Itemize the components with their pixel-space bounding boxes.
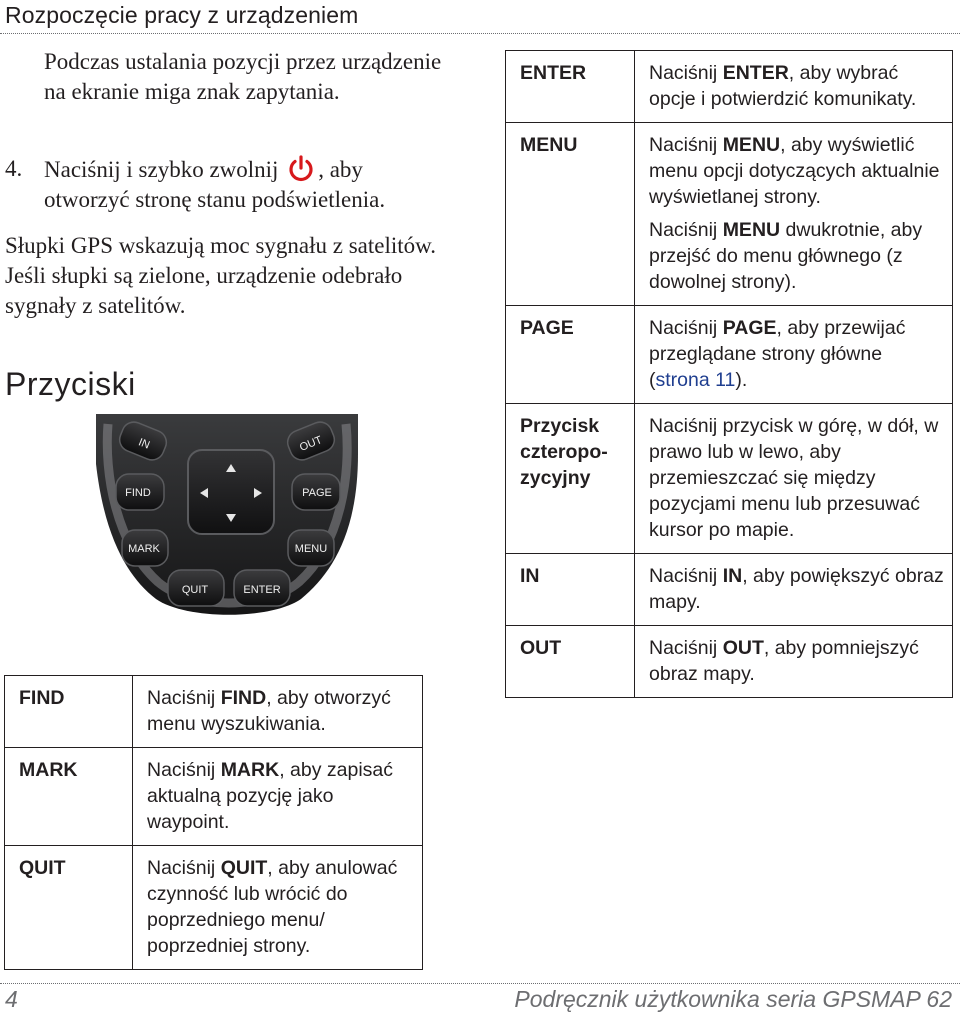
device-button-find bbox=[116, 474, 164, 510]
description-cell bbox=[635, 123, 953, 306]
desc-key-bold: MARK bbox=[220, 759, 280, 781]
desc-text: Naciśnij bbox=[649, 637, 723, 659]
device-button-quit bbox=[168, 570, 224, 606]
desc-text: , aby wyświetlić menu opcji dotyczących aktualnie wyświetlanej strony. bbox=[649, 134, 940, 208]
power-icon bbox=[286, 154, 316, 184]
key-page: PAGE bbox=[520, 317, 574, 339]
page-header: Rozpoczęcie pracy z urządzeniem bbox=[5, 2, 359, 28]
key-cell bbox=[506, 554, 635, 626]
desc-key-bold: OUT bbox=[722, 637, 764, 659]
description-cell bbox=[635, 51, 953, 123]
device-label-find: FIND bbox=[125, 487, 151, 499]
desc-text: , aby pomniejszyć obraz mapy. bbox=[649, 637, 919, 685]
description-cell bbox=[133, 748, 423, 846]
key-rocker-line: Przycisk bbox=[520, 415, 600, 437]
device-button-enter bbox=[234, 570, 290, 606]
key-cell bbox=[506, 404, 635, 554]
footer-divider bbox=[0, 983, 960, 984]
key-cell bbox=[506, 51, 635, 123]
table-row-enter bbox=[506, 51, 953, 123]
device-button-mark bbox=[122, 530, 168, 566]
device-label-quit: QUIT bbox=[181, 584, 209, 596]
section-title: Przyciski bbox=[5, 366, 136, 402]
description-cell bbox=[133, 676, 423, 748]
desc-key-bold: PAGE bbox=[722, 317, 777, 339]
desc-text: Naciśnij bbox=[147, 759, 221, 781]
description-cell bbox=[635, 626, 953, 698]
device-label-enter: ENTER bbox=[243, 584, 281, 596]
step-text-before: Naciśnij i szybko zwolnij bbox=[44, 157, 279, 182]
desc-text: , aby przewijać przeglądane strony główne ( bbox=[649, 317, 906, 391]
device-label-in: IN bbox=[136, 436, 152, 452]
key-rocker bbox=[506, 404, 634, 501]
step-text-after: , aby otworzyć stronę stanu podświetlenia. bbox=[44, 157, 386, 212]
table-row-in bbox=[506, 554, 953, 626]
desc-text: Naciśnij bbox=[147, 687, 221, 709]
key-rocker-line: zycyjny bbox=[520, 467, 591, 489]
key-menu: MENU bbox=[520, 134, 578, 156]
table-row-rocker bbox=[506, 404, 953, 554]
key-in: IN bbox=[520, 565, 540, 587]
desc-text: , aby zapisać aktualną pozycję jako waypoint. bbox=[147, 759, 393, 833]
desc-text: Naciśnij przycisk w górę, w dół, w prawo lub w lewo, aby przemieszczać się między pozycjami menu lub przesuwać kursor po mapie. bbox=[649, 415, 939, 541]
device-button-menu bbox=[288, 530, 334, 566]
buttons-table-right bbox=[505, 50, 953, 698]
desc-key-bold: MENU bbox=[722, 134, 781, 156]
table-row-quit bbox=[5, 846, 423, 970]
desc-text: Naciśnij bbox=[649, 62, 723, 84]
table-row-page bbox=[506, 306, 953, 404]
desc-text: Naciśnij bbox=[649, 317, 723, 339]
desc-key-bold: MENU bbox=[722, 219, 781, 241]
key-cell bbox=[506, 123, 635, 306]
description-cell bbox=[635, 554, 953, 626]
device-label-out: OUT bbox=[297, 434, 325, 454]
desc-text: Naciśnij bbox=[649, 134, 723, 156]
desc-text: , aby otworzyć menu wyszukiwania. bbox=[147, 687, 391, 735]
device-keypad-image bbox=[96, 414, 358, 624]
device-label-page: PAGE bbox=[302, 487, 332, 499]
key-cell bbox=[5, 846, 133, 970]
table-row-find bbox=[5, 676, 423, 748]
table-row-out bbox=[506, 626, 953, 698]
description-cell bbox=[635, 306, 953, 404]
desc-text: Naciśnij bbox=[147, 857, 221, 879]
desc-paragraph bbox=[649, 217, 946, 295]
device-button-page bbox=[292, 474, 340, 510]
description-cell bbox=[635, 404, 953, 554]
desc-key-bold: IN bbox=[722, 565, 743, 587]
key-mark: MARK bbox=[19, 759, 78, 781]
key-out: OUT bbox=[520, 637, 562, 659]
step-text bbox=[44, 154, 444, 215]
desc-text: , aby powiększyć obraz mapy. bbox=[649, 565, 944, 613]
desc-key-bold: FIND bbox=[220, 687, 267, 709]
key-cell bbox=[5, 676, 133, 748]
description-cell bbox=[133, 846, 423, 970]
footer-title: Podręcznik użytkownika seria GPSMAP 62 bbox=[514, 986, 952, 1012]
header-divider bbox=[0, 33, 960, 34]
desc-key-bold: ENTER bbox=[722, 62, 789, 84]
step-number: 4. bbox=[5, 156, 23, 181]
table-row-mark bbox=[5, 748, 423, 846]
device-label-mark: MARK bbox=[128, 543, 160, 555]
key-cell bbox=[506, 306, 635, 404]
buttons-table-left bbox=[4, 675, 423, 970]
gps-paragraph: Słupki GPS wskazują moc sygnału z satelitów. Jeśli słupki są zielone, urządzenie odebrało sygnały z satelitów. bbox=[5, 233, 436, 318]
key-rocker-line: czteropo- bbox=[520, 441, 608, 463]
page-number: 4 bbox=[5, 986, 18, 1012]
key-quit: QUIT bbox=[19, 857, 66, 879]
key-cell bbox=[506, 626, 635, 698]
desc-text: Naciśnij bbox=[649, 565, 723, 587]
desc-key-bold: QUIT bbox=[220, 857, 268, 879]
desc-text: ). bbox=[735, 369, 748, 391]
desc-text: dwukrotnie, aby przejść do menu głównego (z dowolnej strony). bbox=[649, 219, 923, 293]
key-cell bbox=[5, 748, 133, 846]
desc-text: Naciśnij bbox=[649, 219, 723, 241]
desc-text: , aby anulować czynność lub wrócić do poprzedniego menu/ poprzedniej strony. bbox=[147, 857, 398, 957]
desc-text: , aby wybrać opcje i potwierdzić komunikaty. bbox=[649, 62, 917, 110]
device-label-menu: MENU bbox=[294, 543, 328, 555]
key-enter: ENTER bbox=[520, 62, 587, 84]
page-reference-link[interactable]: strona 11 bbox=[655, 369, 736, 391]
table-row-menu bbox=[506, 123, 953, 306]
intro-paragraph: Podczas ustalania pozycji przez urządzenie na ekranie miga znak zapytania. bbox=[44, 49, 442, 104]
key-find: FIND bbox=[19, 687, 65, 709]
desc-paragraph bbox=[649, 132, 946, 210]
